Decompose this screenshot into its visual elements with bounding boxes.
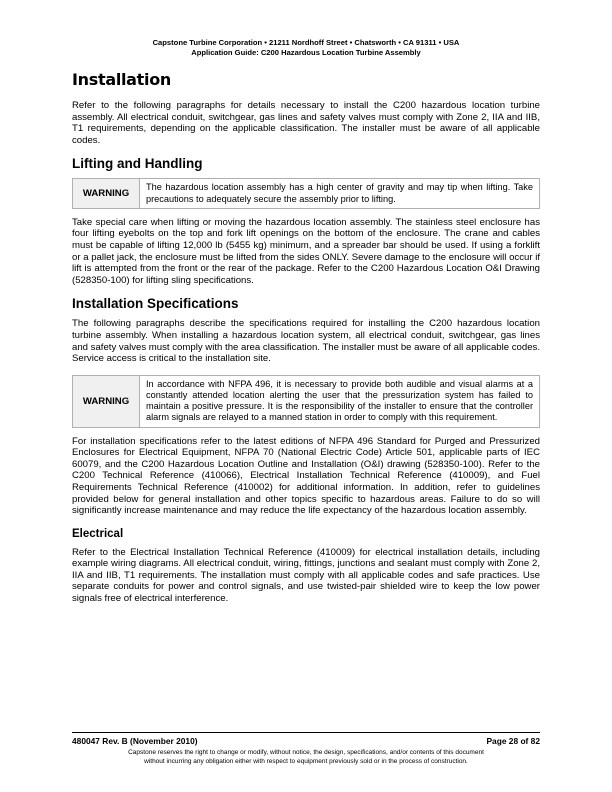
header-company-line: Capstone Turbine Corporation • 21211 Nordhoff Street • Chatsworth • CA 91311 • USA: [152, 38, 460, 47]
lifting-warning-box: [72, 178, 540, 208]
specs-body-paragraph: For installation specifications refer to the latest editions of NFPA 496 Standard for Purged and Pressurized Enclosures for Electrical Equipment, NFPA 70 (National Electric Code) Article 501, applicable parts of IEC 60079, and the C200 Hazardous Location Outline and Installation (O&I) drawing (528350-100). Refer to the C200 Technical Reference (410066), Electrical Installation Technical Reference (410009), and Fuel Requirements Technical Reference (410002) for additional information. In addition, refer to guidelines provided below for general installation and other topics specific to hazardous areas. Failure to do so will significantly increase maintenance and may reduce the life expectancy of the hazardous location assembly.: [72, 435, 540, 517]
warning-label: WARNING: [73, 375, 140, 427]
document-revision: 480047 Rev. B (November 2010): [72, 736, 198, 746]
electrical-body-paragraph: Refer to the Electrical Installation Technical Reference (410009) for electrical installation details, including example wiring diagrams. All electrical conduit, wiring, fittings, junctions and sealant must comply with Zone 2, IIA and IIB, T1 requirements. The installation must comply with all applicable codes and safe practices. Use separate conduits for power and control signals, and use twisted-pair shielded wire to keep the low power signals free of electrical interference.: [72, 546, 540, 605]
footer-disclaimer-line2: without incurring any obligation either with respect to equipment previously sold or in the process of construction.: [144, 757, 468, 765]
section-title-lifting: Lifting and Handling: [72, 156, 203, 172]
footer-row: [72, 736, 540, 747]
warning-label: WARNING: [73, 179, 140, 208]
warning-text: The hazardous location assembly has a high center of gravity and may tip when lifting. Take precautions to adequately secure the assembly prior to lifting.: [140, 179, 540, 208]
footer-disclaimer: [72, 749, 540, 766]
installation-intro-paragraph: Refer to the following paragraphs for details necessary to install the C200 hazardous location turbine assembly. All electrical conduit, switchgear, gas lines and safety valves must comply with Zone 2, IIA and IIB, T1 requirements, depending on the applicable classification. The installer must be aware of all applicable codes.: [72, 100, 540, 146]
footer-disclaimer-line1: Capstone reserves the right to change or modify, without notice, the design, specifications, and/or contents of this document: [128, 749, 484, 756]
warning-text: In accordance with NFPA 496, it is necessary to provide both audible and visual alarms at a constantly attended location alerting the user that the pressurization system has failed to maintain a positive pressure. It is the responsibility of the installer to ensure that the controller alarm signals are relayed to a manned station in order to comply with this requirement.: [140, 375, 540, 427]
section-title-installation: Installation: [72, 70, 171, 89]
lifting-body-paragraph: Take special care when lifting or moving the hazardous location assembly. The stainless steel enclosure has four lifting eyebolts on the top and fork lift openings on the bottom of the enclosure. The crane and cables must be capable of lifting 12,000 lb (5455 kg) minimum, and a spreader bar should be used. If using a forklift or a pallet jack, the enclosure must be lifted from the sides ONLY. Severe damage to the enclosure will occur if lift is attempted from the front or the rear of the package. Refer to the C200 Hazardous Location O&I Drawing (528350-100) for lifting sling specifications.: [72, 216, 540, 286]
page-footer: [72, 732, 540, 766]
page-header: [0, 38, 612, 58]
specs-intro-paragraph: The following paragraphs describe the specifications required for installing the C200 hazardous location turbine assembly. When installing a hazardous location system, all electrical conduit, switchgear, gas lines and safety valves must comply with the area classification. The installer must be aware of all applicable codes. Service access is critical to the installation site.: [72, 318, 541, 365]
page-content: [72, 70, 540, 615]
specs-warning-box: [72, 375, 540, 428]
section-title-electrical: Electrical: [72, 527, 124, 540]
section-title-installation-specifications: Installation Specifications: [72, 296, 239, 312]
header-guide-title: Application Guide: C200 Hazardous Location Turbine Assembly: [191, 48, 421, 57]
page-number: Page 28 of 82: [486, 736, 540, 746]
